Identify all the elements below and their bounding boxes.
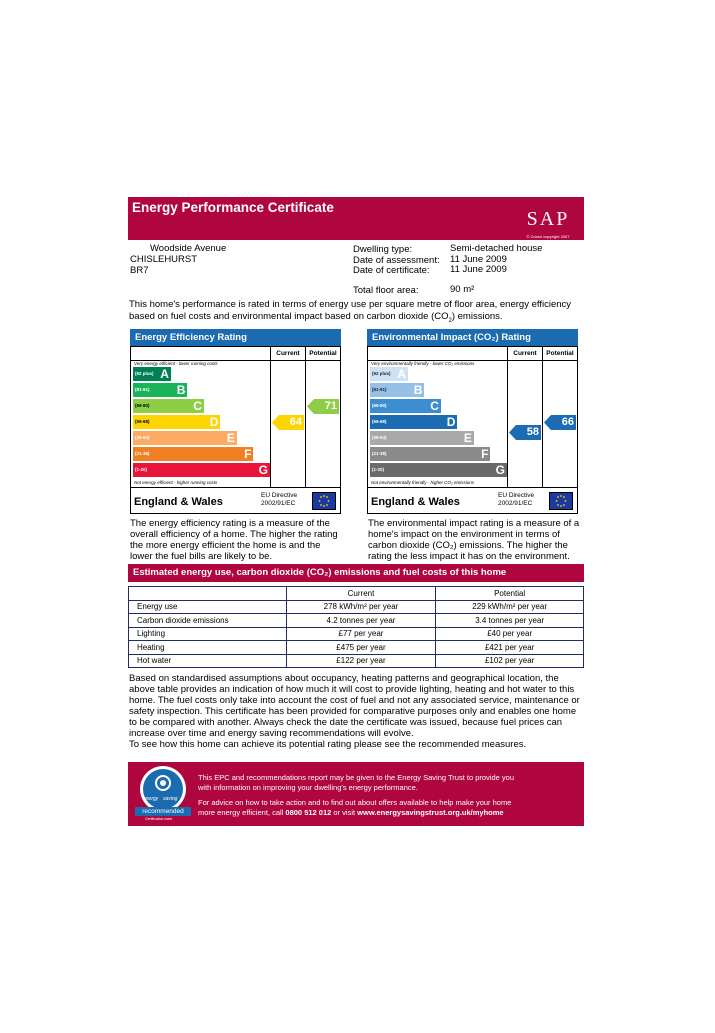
band-range: (55-68): [372, 419, 387, 424]
certificate-date-value: 11 June 2009: [450, 264, 507, 275]
table-row: [129, 600, 584, 614]
intro-text-line-2-end: ) emissions.: [451, 311, 503, 322]
logo-word-saving: saving: [163, 796, 178, 802]
address-line-3: BR7: [130, 265, 149, 276]
environment-arrows: [368, 367, 577, 479]
table-header-current: Current: [286, 587, 436, 601]
costs-table-wrapper: [128, 586, 584, 668]
environment-description: The environmental impact rating is a measure of a home's impact on the environment in terms of carbon dioxide (CO₂) emissions. The higher the rating the less impact it has on the environment.: [368, 518, 580, 562]
energy-efficiency-chart: [130, 329, 341, 514]
footer-call-prefix: more energy efficient, call: [198, 808, 284, 817]
current-rating-arrow: [272, 415, 304, 430]
logo-small-text: Certification mark: [145, 817, 173, 821]
band-letter: G: [495, 463, 505, 477]
band-range: (69-80): [372, 403, 387, 408]
table-row: [129, 614, 584, 628]
intro-text-line-1: This home's performance is rated in terms of energy use per square metre of floor area, energy efficiency: [129, 299, 572, 310]
current-rating-arrow: [509, 425, 541, 440]
band-letter: E: [226, 431, 235, 445]
intro-co2-subscript: 2: [448, 317, 452, 324]
efficiency-description: The energy efficiency rating is a measure of the overall efficiency of a home. The higher the rating the more energy efficient the home is and the lower the fuel bills are likely to be.: [130, 518, 338, 562]
eu-directive-label: [498, 492, 534, 508]
table-row: [129, 641, 584, 655]
band-letter: F: [481, 447, 489, 461]
cost-potential-cell: 229 kWh/m² per year: [436, 600, 584, 614]
environmental-impact-body: [367, 346, 578, 514]
cost-label-cell: Lighting: [129, 627, 287, 641]
footer-line-3: For advice on how to take action and to find out about offers available to help make your home: [198, 798, 512, 807]
band-range: (69-80): [135, 403, 150, 408]
region-label: England & Wales: [134, 496, 223, 508]
region-label: England & Wales: [371, 496, 460, 508]
sap-logo-small-text: © Crown copyright 2007: [526, 234, 570, 239]
potential-rating-value: 71: [324, 400, 337, 412]
logo-word-energy: energy: [143, 796, 159, 802]
costs-title: Estimated energy use, carbon dioxide (CO₂) emissions and fuel costs of this home: [133, 567, 507, 578]
table-header-row: [129, 587, 584, 601]
cost-potential-cell: £102 per year: [436, 654, 584, 668]
energy-saving-recommended-logo: [135, 765, 191, 823]
band-letter: D: [209, 415, 219, 429]
band-range: (92 plus): [372, 371, 391, 376]
table-row: [129, 654, 584, 668]
footer-or-visit: or visit: [333, 808, 356, 817]
cost-label-cell: Hot water: [129, 654, 287, 668]
chart-footer: [368, 487, 577, 514]
footer-line-4: [198, 808, 514, 818]
certificate-date-label: Date of certificate:: [353, 265, 430, 276]
floor-area-label: Total floor area:: [353, 285, 419, 296]
dwelling-type-label: Dwelling type:: [353, 244, 413, 255]
address-line-2: CHISLEHURST: [130, 254, 198, 265]
band-letter: C: [430, 399, 439, 413]
sap-logo: [522, 201, 574, 237]
band-range: (92 plus): [135, 371, 154, 376]
cost-current-cell: £122 per year: [286, 654, 436, 668]
band-range: (39-54): [135, 435, 150, 440]
logo-badge: recommended: [135, 807, 191, 816]
chart-footer: [131, 487, 340, 514]
band-range: (1-20): [135, 467, 148, 472]
footer-line-2: with information on improving your dwelling's energy performance.: [198, 783, 418, 792]
current-rating-value: 58: [526, 425, 539, 438]
environmental-impact-title: Environmental Impact (CO₂) Rating: [367, 329, 578, 346]
band-letter: A: [397, 367, 406, 381]
band-range: (81-91): [135, 387, 150, 392]
eu-directive-label: [261, 492, 297, 508]
footer-line-1: This EPC and recommendations report may be given to the Energy Saving Trust to provide you: [198, 773, 514, 782]
current-column-header: Current: [276, 350, 300, 357]
current-column-header: Current: [513, 350, 537, 357]
sap-logo-text: SAP: [526, 208, 570, 230]
band-letter: F: [244, 447, 252, 461]
potential-column-header: Potential: [546, 350, 574, 357]
potential-rating-arrow: [307, 399, 339, 414]
certificate-title: Energy Performance Certificate: [132, 200, 334, 215]
cost-current-cell: £77 per year: [286, 627, 436, 641]
table-header-blank: [129, 587, 287, 601]
potential-rating-value: 66: [561, 416, 574, 428]
intro-text-line-2: [129, 311, 503, 327]
intro-text-line-2-main: based on fuel costs and environmental impact based on carbon dioxide (CO: [129, 311, 449, 322]
environmental-impact-chart: [367, 329, 578, 514]
band-letter: E: [463, 431, 472, 445]
potential-column-header: Potential: [309, 350, 337, 357]
cost-label-cell: Carbon dioxide emissions: [129, 614, 287, 628]
band-letter: A: [160, 367, 169, 381]
assessment-date-value: 11 June 2009: [450, 254, 507, 265]
potential-rating-arrow: [544, 415, 576, 430]
band-range: (81-91): [372, 387, 387, 392]
eu-flag-icon: [312, 492, 336, 510]
cost-label-cell: Heating: [129, 641, 287, 655]
band-range: (55-68): [135, 419, 150, 424]
dwelling-type-value: Semi-detached house: [450, 243, 543, 254]
address-line-1: Woodside Avenue: [150, 243, 227, 254]
band-letter: C: [193, 399, 202, 413]
cost-current-cell: £475 per year: [286, 641, 436, 655]
bottom-note: Not environmentally friendly - higher CO₂ emissions: [371, 480, 475, 485]
band-range: (1-20): [372, 467, 385, 472]
cost-potential-cell: £40 per year: [436, 627, 584, 641]
cost-potential-cell: 3.4 tonnes per year: [436, 614, 584, 628]
eu-flag-icon: [549, 492, 573, 510]
band-range: (39-54): [372, 435, 387, 440]
band-letter: B: [413, 383, 423, 397]
cost-current-cell: 4.2 tonnes per year: [286, 614, 436, 628]
table-row: [129, 627, 584, 641]
assumptions-text: Based on standardised assumptions about occupancy, heating patterns and geographical location, the above table provides an indication of how much it will cost to provide lighting, heating and hot water to this home. The fuel costs only take into account the cost of fuel and not any associated service, maintenance or safety inspection. This certificate has been provided for comparative purposes only and enables one home to be compared with another. Always check the date the certificate was issued, because fuel prices can increase over time and energy saving recommendations will evolve.: [129, 673, 580, 739]
eu-directive-line-2: 2002/91/EC: [498, 500, 533, 507]
footer-phone: 0800 512 012: [285, 808, 332, 817]
band-letter: G: [258, 463, 268, 477]
efficiency-arrows: [131, 367, 340, 479]
bottom-note: Not energy efficient - higher running costs: [134, 480, 218, 485]
potential-text: To see how this home can achieve its potential rating please see the recommended measures.: [129, 739, 527, 750]
band-letter: B: [176, 383, 186, 397]
footer-url[interactable]: www.energysavingstrust.org.uk/myhome: [357, 808, 504, 817]
current-rating-value: 64: [289, 416, 302, 428]
floor-area-value: 90 m²: [450, 284, 475, 295]
eu-directive-line-2: 2002/91/EC: [261, 500, 296, 507]
costs-table: [128, 586, 584, 668]
cost-current-cell: 278 kWh/m² per year: [286, 600, 436, 614]
eu-directive-line-1: EU Directive: [498, 492, 535, 499]
band-letter: D: [446, 415, 456, 429]
energy-efficiency-title: Energy Efficiency Rating: [130, 329, 341, 346]
energy-efficiency-body: [130, 346, 341, 514]
top-note: Very environmentally friendly - lower CO₂ emissions: [371, 361, 475, 366]
band-range: (21-38): [135, 451, 150, 456]
table-header-potential: Potential: [436, 587, 584, 601]
cost-potential-cell: £421 per year: [436, 641, 584, 655]
cost-label-cell: Energy use: [129, 600, 287, 614]
eu-directive-line-1: EU Directive: [261, 492, 298, 499]
top-note: Very energy efficient - lower running costs: [134, 361, 218, 366]
band-range: (21-38): [372, 451, 387, 456]
assessment-date-label: Date of assessment:: [353, 255, 440, 266]
footer-text-block: [198, 773, 514, 818]
